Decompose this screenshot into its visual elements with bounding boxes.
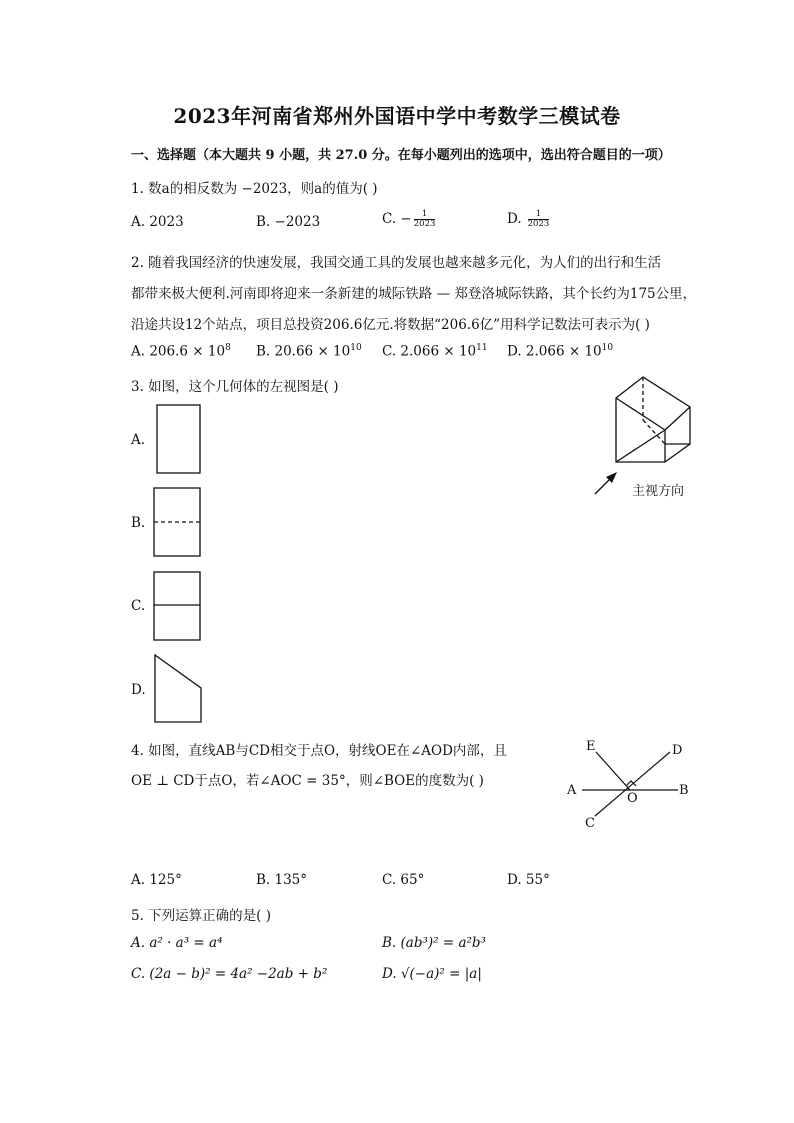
q2-option-d-exponent: 10 xyxy=(601,343,614,353)
q5-option-d: D. √(−a)² = |a| xyxy=(382,966,482,982)
q2-option-a-text: A. 206.6 × 10 xyxy=(131,343,226,360)
point-d-label: D xyxy=(672,743,683,758)
question-4-line-2: OE ⊥ CD于点O，若∠AOC = 35°，则∠BOE的度数为( ) xyxy=(131,773,484,789)
point-b-label: B xyxy=(679,783,689,798)
point-c-label: C xyxy=(585,816,595,831)
q1-option-a: A. 2023 xyxy=(131,214,184,230)
q2-option-c-exponent: 11 xyxy=(476,343,488,353)
question-2-line-3: 沿途共设12个站点，项目总投资206.6亿元.将数据“206.6亿”用科学记数法可表示为( ) xyxy=(131,317,650,333)
q5-option-b: B. (ab³)² = a²b³ xyxy=(382,935,486,951)
question-2-line-2: 都带来极大便利.河南即将迎来一条新建的城际铁路 — 郑登洛城际铁路，其个长约为175公里， xyxy=(131,286,697,302)
q2-option-c-text: C. 2.066 × 10 xyxy=(382,343,477,360)
q5-option-c: C. (2a − b)² = 4a² −2ab + b² xyxy=(131,966,328,982)
fraction-numerator: 1 xyxy=(528,210,550,220)
q3-option-d-label: D. xyxy=(131,682,146,698)
question-5-stem: 5. 下列运算正确的是( ) xyxy=(131,908,271,924)
q4-option-b: B. 135° xyxy=(256,872,308,888)
q1-option-b: B. −2023 xyxy=(256,214,321,230)
fraction-denominator: 2023 xyxy=(413,219,436,229)
q4-option-c: C. 65° xyxy=(382,872,425,888)
q3-option-a-label: A. xyxy=(131,432,146,448)
q5-option-a: A. a² · a³ = a⁴ xyxy=(131,935,223,951)
point-e-label: E xyxy=(586,739,596,754)
question-1-stem: 1. 数a的相反数为 −2023，则a的值为( ) xyxy=(131,181,378,197)
q2-option-a-exponent: 8 xyxy=(225,343,231,353)
fraction-denominator: 2023 xyxy=(527,219,550,229)
line-cd xyxy=(595,752,670,816)
q3-option-b-label: B. xyxy=(131,515,146,531)
question-3-stem: 3. 如图，这个几何体的左视图是( ) xyxy=(131,379,339,395)
section-heading: 一、选择题（本大题共 9 小题，共 27.0 分。在每小题列出的选项中，选出符合题目的一项） xyxy=(131,148,671,163)
q4-option-d: D. 55° xyxy=(507,872,550,888)
fraction-numerator: 1 xyxy=(414,210,436,220)
point-a-label: A xyxy=(567,783,577,798)
question-2-line-1: 2. 随着我国经济的快速发展，我国交通工具的发展也越来越多元化，为人们的出行和生活 xyxy=(131,255,662,271)
q2-option-d-text: D. 2.066 × 10 xyxy=(507,343,602,360)
q2-option-b-text: B. 20.66 × 10 xyxy=(256,343,351,360)
question-4-line-1: 4. 如图，直线AB与CD相交于点O，射线OE在∠AOD内部，且 xyxy=(131,743,507,759)
point-o-label: O xyxy=(627,791,638,806)
view-direction-label: 主视方向 xyxy=(632,484,685,499)
q1-option-d-prefix: D. xyxy=(507,211,522,227)
page-title: 2023年河南省郑州外国语中学中考数学三模试卷 xyxy=(173,104,621,128)
q1-option-c-prefix: C. − xyxy=(382,211,412,227)
ray-oe xyxy=(596,752,630,790)
q2-option-b-exponent: 10 xyxy=(350,343,362,353)
q3-option-c-label: C. xyxy=(131,598,146,614)
q4-option-a: A. 125° xyxy=(131,872,182,888)
